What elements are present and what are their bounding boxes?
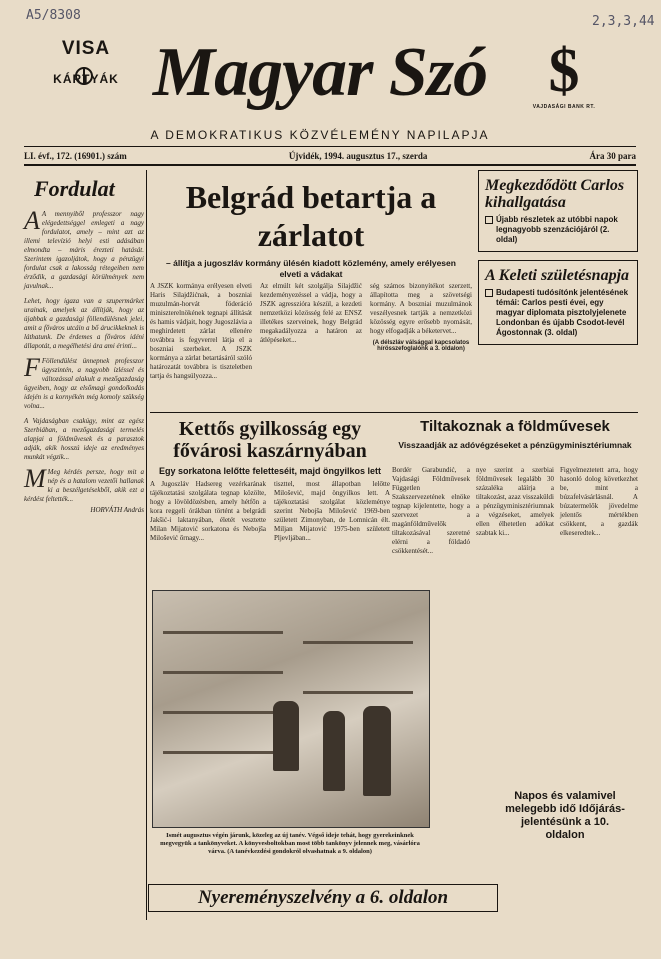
- fordulat-para-5: M Meg kérdés persze, hogy mit a nép és a hatalom vezetői hallanak ki a beszélgetésekből, akik ezt a kérdést feltették...: [24, 464, 144, 503]
- dropcap-f: F: [24, 353, 40, 382]
- lead-col-3: ség számos bizonyítékot szerzett, állapította meg a szövetségi kormány. A boszniai muzulmánok veszélyesnek tartják a nemzetközi közösség egyre erősebb nyomását, hogy elfogadják a béketervet... (A délszláv válsággal kapcsolatos hírösszefoglalónk a 3. oldalon): [370, 282, 472, 352]
- fordulat-para-3: F Föllendülést ünnepnek professzor úgyszintén, a nagyobb ízléssel és változással alakult a mezőgazdaság ügyeiben, hogy az elsőmagi gondolkodás idején is a kornyékén még komoly szükség volna...: [24, 353, 144, 410]
- prize-coupon-banner: Nyereményszelvény a 6. oldalon: [148, 884, 498, 912]
- visa-label: VISA: [61, 38, 111, 59]
- barracks-col-2: tiszttel, most állapotban lelőtte Milošević, majd öngyilkos lett. A tájékoztatási szolgálat közleménye szerint Nebojša Milošević 1969-ben született Zimonyban, de Lomnicán élt. Miljan Mijatović 1975-ben született Pljevljában...: [274, 480, 390, 542]
- lead-headline: Belgrád betartja a zárlatot: [185, 179, 437, 253]
- farmers-headline: Tiltakoznak a földművesek: [420, 418, 610, 435]
- bank-logo-icon: $: [548, 37, 580, 105]
- newspaper-subtitle: A DEMOKRATIKUS KÖZVÉLEMÉNY NAPILAPJA: [150, 128, 490, 142]
- lead-deck: – állítja a jugoszláv kormány ülésén kiadott közlemény, amely erélyesen elveti a vádakat: [166, 258, 456, 279]
- handwritten-note: 2,3,3,44: [592, 14, 655, 29]
- fordulat-title: Fordulat: [34, 176, 115, 201]
- barracks-col-1: A Jugoszláv Hadsereg vezérkarának tájékoztatási szolgálata tegnap közölte, hogy a lövöldözésben, amely hétfőn a kora reggeli órákban történt a belgrádi Jakšić-i laktanyában, életét vesztette Milan Mijatović sorkatona és Nebojša Milošević őrnagy...: [150, 480, 266, 542]
- dropcap-m: M: [24, 464, 46, 493]
- farmers-col-3: Figyelmeztetett arra, hogy hasonló dolog következhet be, mint a búzafelvásárlásnál. A búzatermelők jövedelme jelentős mértékben csökkent, a gazdák elkeseredtek...: [560, 466, 638, 537]
- farmers-body: [392, 466, 638, 556]
- handwritten-archive-number: A5/8308: [26, 8, 81, 23]
- photo-caption: Ismét augusztus végén járunk, közeleg az új tanév. Végső ideje tehát, hogy gyerekeinknek megvegyük a tankönyveket. A könyvesboltokban most több tankönyv jelennek meg, vásárlóra várva. (A tanévkezdési gondokról olvashatnak a 9. oldalon): [160, 832, 420, 855]
- fordulat-para-4: A Vajdaságban csakúgy, mint az egész Szerbiában, a mezőgazdasági termelés alapjai a földművesek és a parasztok adják, akik hosszú ideje az eredményes munkát végzik...: [24, 417, 144, 461]
- farmers-col-1: Bordér Garabundić, a Vajdasági Földművesek Független Szakszervezetének elnöke tegnap kijelentette, hogy a szervezet a magánföldművelők tiltakozásával szeretné elérni a földadó csökkentését...: [392, 466, 470, 555]
- bank-label: VAJDASÁGI BANK RT.: [532, 104, 596, 110]
- carlos-headline: Megkezdődött Carlos kihallgatása: [485, 177, 625, 211]
- cards-label: KÁRTYÁK: [53, 72, 119, 86]
- carlos-box: [478, 170, 638, 252]
- lead-col-1: A JSZK kormánya erélyesen elveti Haris Silajdžićnak, a boszniai muzulmán-horvát föderáció miniszterelnökének tegnapi állítását és hamis vádjait, hogy Jugoszlávia a meghirdetett zárlat ellenére továbbra is fegyverrel látja el a boszniai szerbeket. A JSZK kormánya a zárlat betartásáról szóló határozatát továbbra is tiszteletben tartja és hangsúlyozza...: [150, 282, 252, 380]
- carlos-item: Újabb részletek az utóbbi napok legnagyobb szenzációjáról (2. oldal): [485, 215, 631, 245]
- dateline: [24, 151, 636, 161]
- column-divider: [146, 170, 147, 920]
- bullet-square-icon: [485, 289, 493, 297]
- barracks-deck: Egy sorkatona lelőtte feletteséit, majd öngyilkos lett: [158, 466, 382, 476]
- fordulat-author: HORVÁTH András: [90, 506, 144, 514]
- issue-date: Újvidék, 1994. augusztus 17., szerda: [288, 151, 428, 161]
- birthday-box: [478, 260, 638, 345]
- volume-number: LI. évf., 172. (16901.) szám: [24, 151, 127, 161]
- farmers-deck: Visszaadják az adóvégzéseket a pénzügyminisztériumnak: [398, 440, 632, 450]
- newspaper-title: Magyar Szó: [152, 34, 488, 111]
- barracks-body: [150, 480, 390, 543]
- lead-reference: (A délszláv válsággal kapcsolatos hírösszefoglalónk a 3. oldalon): [372, 340, 470, 352]
- sidebar: [478, 170, 638, 345]
- price: Ára 30 para: [589, 151, 636, 161]
- dropcap-a: A: [24, 206, 40, 235]
- farmers-col-2: nye szerint a szerbiai földművesek legalább 30 százaléka aláírja a tiltakozást, azaz visszaküldi a pénzügyminisztériumnak a végzéseket, amelyek ellen élhetetlen adókat szabtak ki...: [476, 466, 554, 537]
- fordulat-para-2: Lehet, hogy igaza van a szupermárket urainak, amelyek az állítják, hogy az újabbak a gazdasági föllendülésnek jelei, amit a főváros utcáin a bő árucikkeknek is láthatunk. De érdemes a főváros idéni állapotát, a megélhetési ára ami érinti...: [24, 297, 144, 350]
- section-rule: [150, 412, 638, 413]
- lead-body: [150, 282, 472, 381]
- birthday-item: Budapesti tudósítónk jelentésének témái: Carlos pesti évei, egy magyar diplomata pisztolyjelenete Londonban és újabb Csodot-levél Ágostonnak (3. oldal): [485, 288, 631, 338]
- fordulat-column: [24, 170, 144, 514]
- lead-col-2: Az elmúlt két szolgálja Silajdžić kezdeményezéssel a vádja, hogy a JSZK agresszióra készül, a kezdeti nemzetközi közösség felé az ENSZ illetékes szerveinek, hogy Belgrád megakadályozza a határon az átlépéseket...: [260, 282, 362, 344]
- masthead-rule: [24, 146, 636, 147]
- fordulat-para-1: A A mennyiből professzor nagy elégedettséggel emlegeti a nagy fordulatot, amely – mint azt az illemi televízió helyi esti adásában elmondta – máris érezteti hatását. Szerintem igazoljátok, hogy a pénzügyi fordulat csak a lakosság rétegeiben nem érződik, a gazdasági körülmények nem javulnak...: [24, 206, 144, 290]
- bookshop-photo: [152, 590, 430, 828]
- bank-ad: [514, 37, 614, 110]
- dateline-rule: [24, 164, 636, 166]
- barracks-headline: Kettős gyilkosság egy fővárosi kaszárnyában: [173, 418, 367, 462]
- bullet-square-icon: [485, 216, 493, 224]
- bank-mini-logo-icon: [74, 66, 94, 86]
- birthday-headline: A Keleti születésnapja: [485, 267, 630, 284]
- weather-teaser: Napos és valamivel melegebb idő Időjárás-jelentésünk a 10. oldalon: [505, 790, 625, 841]
